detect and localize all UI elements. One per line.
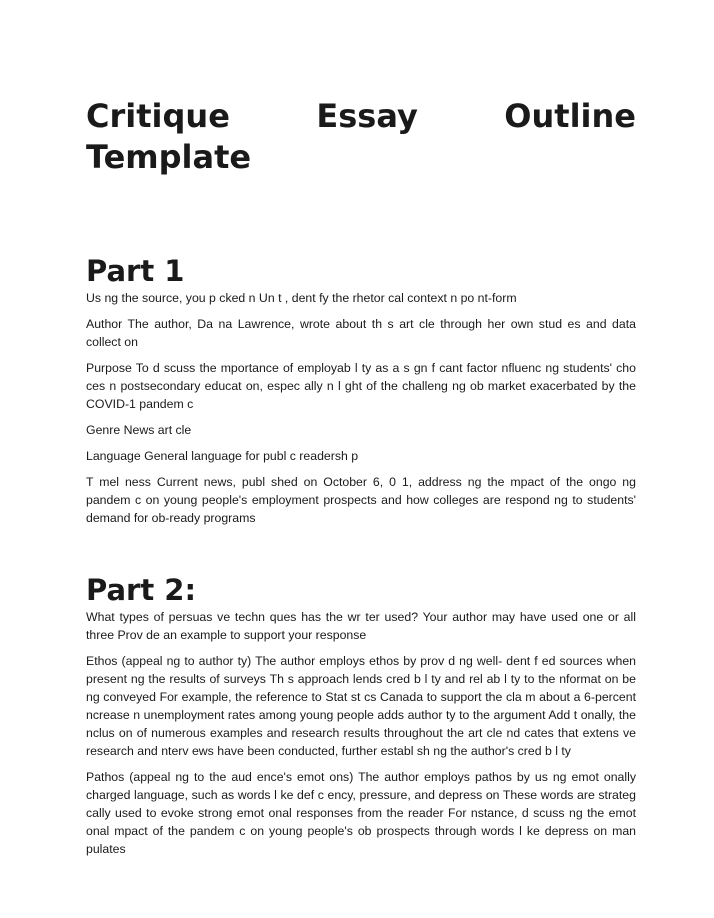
part-1-intro: Us ng the source, you p cked n Un t , dent fy the rhetor cal context n po nt-form xyxy=(86,291,517,305)
part-1-heading: Part 1 xyxy=(86,254,185,288)
part-2-prompt: What types of persuas ve techn ques has the wr ter used? Your author may have used one or all three Prov de an example to support your response xyxy=(86,610,636,642)
part-1-author: Author The author, Da na Lawrence, wrote about th s art cle through her own stud es and data collect on xyxy=(86,317,636,349)
part-2-pathos: Pathos (appeal ng to the aud ence's emot ons) The author employs pathos by us ng emot onally charged language, such as words l ke def c ency, pressure, and depress on These words are strateg cally used to evoke strong emot onal responses from the reader For nstance, d scuss ng the emot onal mpact of the pandem c on young people's ob prospects through words l ke depress on man pulates xyxy=(86,770,636,856)
part-1-language: Language General language for publ c readersh p xyxy=(86,449,359,463)
document-title: Critique Essay Outline Template xyxy=(86,97,636,176)
part-2-ethos: Ethos (appeal ng to author ty) The author employs ethos by prov d ng well- dent f ed sources when present ng the results of surveys Th s approach lends cred b l ty and rel ab l ty to the nformat on be ng conveyed For example, the reference to Stat st cs Canada to support the cla m about a 6-percent ncrease n unemployment rates among young people adds author ty to the argument Add t onally, the nclus on of numerous examples and research results throughout the art cle nd cates that extens ve research and nterv ews have been conducted, further establ sh ng the author's cred b l ty xyxy=(86,654,636,758)
document-page xyxy=(86,96,636,866)
part-1-purpose: Purpose To d scuss the mportance of employab l ty as a s gn f cant factor nfluenc ng students' cho ces n postsecondary educat on, espec ally n l ght of the challeng ng ob market exacerbated by the COVID-1 pandem c xyxy=(86,361,636,411)
part-2-heading: Part 2: xyxy=(86,573,197,607)
part-1-genre: Genre News art cle xyxy=(86,423,192,437)
part-1-timeliness: T mel ness Current news, publ shed on October 6, 0 1, address ng the mpact of the ongo ng pandem c on young people's employment prospects and how colleges are respond ng to students' demand for ob-ready programs xyxy=(86,475,636,525)
